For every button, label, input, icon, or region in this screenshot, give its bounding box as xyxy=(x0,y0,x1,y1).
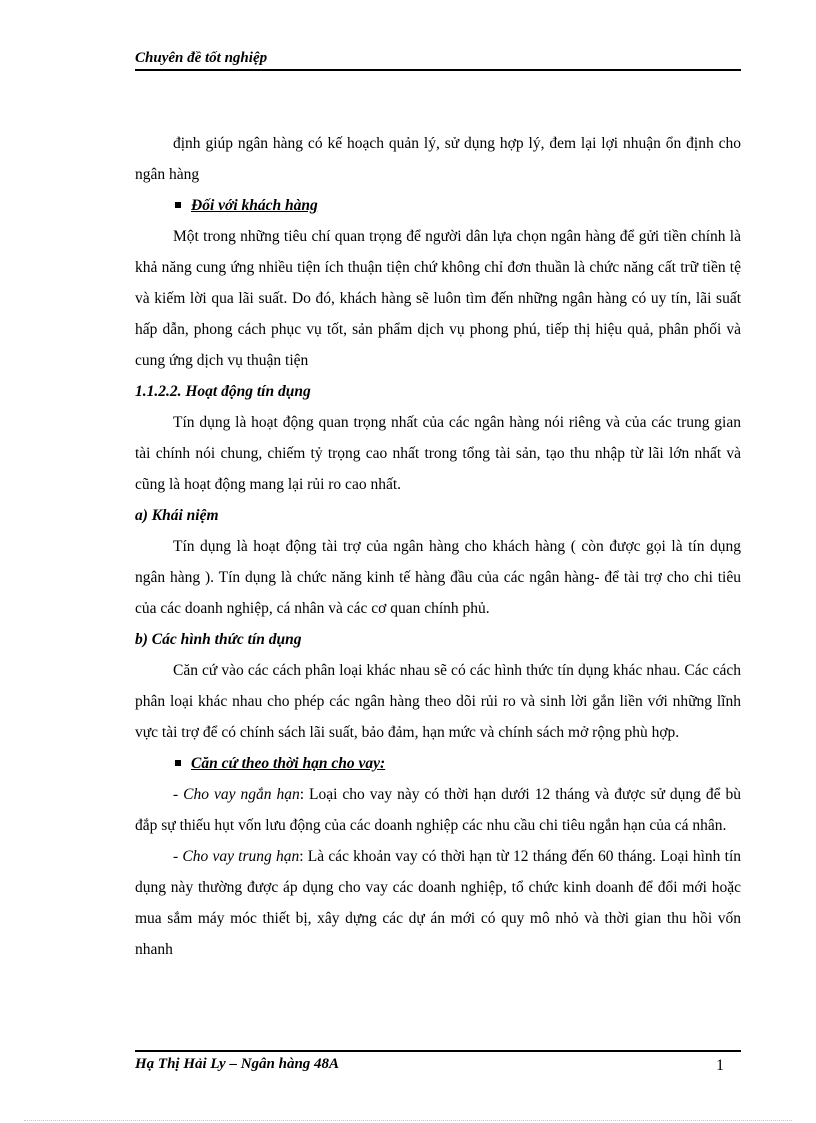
term-definition: : Là các khoản vay có thời hạn từ 12 tháng đến 60 tháng. Loại hình tín dụng này thường được áp dụng cho vay các doanh nghiệp, tổ chức kinh doanh để đổi mới hoặc mua sắm máy móc thiết bị, xây dựng các dự án mới có quy mô nhỏ và thời gian thu hồi vốn nhanh xyxy=(135,848,741,958)
paragraph: Tín dụng là hoạt động quan trọng nhất của các ngân hàng nói riêng và của các trung gian tài chính nói chung, chiếm tỷ trọng cao nhất trong tổng tài sản, tạo thu nhập từ lãi lớn nhất và cũng là hoạt động mang lại rủi ro cao nhất. xyxy=(135,414,741,493)
running-header-title: Chuyên đề tốt nghiệp xyxy=(135,50,268,66)
paragraph: Một trong những tiêu chí quan trọng để người dân lựa chọn ngân hàng để gửi tiền chính là khả năng cung ứng nhiều tiện ích thuận tiện chứ không chỉ đơn thuần là chức năng cất trữ tiền tệ và kiếm lời qua lãi suất. Do đó, khách hàng sẽ luôn tìm đến những ngân hàng có uy tín, lãi suất hấp dẫn, phong cách phục vụ tốt, sản phẩm dịch vụ phong phú, tiếp thị hiệu quả, phân phối và cung ứng dịch vụ thuận tiện xyxy=(135,228,741,369)
paragraph-medium-term-loan xyxy=(135,841,741,965)
paragraph: định giúp ngân hàng có kế hoạch quản lý, sử dụng hợp lý, đem lại lợi nhuận ổn định cho ngân hàng xyxy=(135,135,741,183)
footer-rule xyxy=(135,1050,741,1052)
square-bullet-icon xyxy=(175,760,181,766)
term-short: Cho vay ngắn hạn xyxy=(183,786,300,803)
dash: - xyxy=(173,786,184,803)
term-definition: : Loại cho vay này có thời hạn dưới 12 tháng và được sử dụng để bù đắp sự thiếu hụt vốn lưu động của các doanh nghiệp các nhu cầu chi tiêu ngắn hạn của cá nhân. xyxy=(135,786,741,834)
paragraph-short-term-loan xyxy=(135,779,741,841)
page-body xyxy=(135,128,741,965)
footer-author: Hạ Thị Hải Ly – Ngân hàng 48A xyxy=(135,1056,340,1072)
section-heading-credit: 1.1.2.2. Hoạt động tín dụng xyxy=(135,383,311,400)
section-heading-term xyxy=(135,748,741,779)
page-number: 1 xyxy=(716,1057,724,1074)
header-rule xyxy=(135,69,741,71)
section-heading-customers xyxy=(135,190,741,221)
section-heading-concept: a) Khái niệm xyxy=(135,507,219,524)
paragraph: Căn cứ vào các cách phân loại khác nhau sẽ có các hình thức tín dụng khác nhau. Các cách phân loại khác nhau cho phép các ngân hàng theo dõi rủi ro và sinh lời gắn liền với những lĩnh vực tài trợ để có chính sách lãi suất, bảo đảm, hạn mức và chính sách mở rộng phù hợp. xyxy=(135,662,741,741)
square-bullet-icon xyxy=(175,202,181,208)
heading-text: Căn cứ theo thời hạn cho vay: xyxy=(191,755,386,772)
paragraph: Tín dụng là hoạt động tài trợ của ngân hàng cho khách hàng ( còn được gọi là tín dụng ngân hàng ). Tín dụng là chức năng kinh tế hàng đầu của các ngân hàng- để tài trợ cho chi tiêu của các doanh nghiệp, cá nhân và các cơ quan chính phủ. xyxy=(135,538,741,617)
dash: - xyxy=(173,848,183,865)
page-edge-divider xyxy=(24,1120,792,1121)
term-medium: Cho vay trung hạn xyxy=(182,848,300,865)
section-heading-forms: b) Các hình thức tín dụng xyxy=(135,631,302,648)
heading-text: Đối với khách hàng xyxy=(191,197,318,214)
